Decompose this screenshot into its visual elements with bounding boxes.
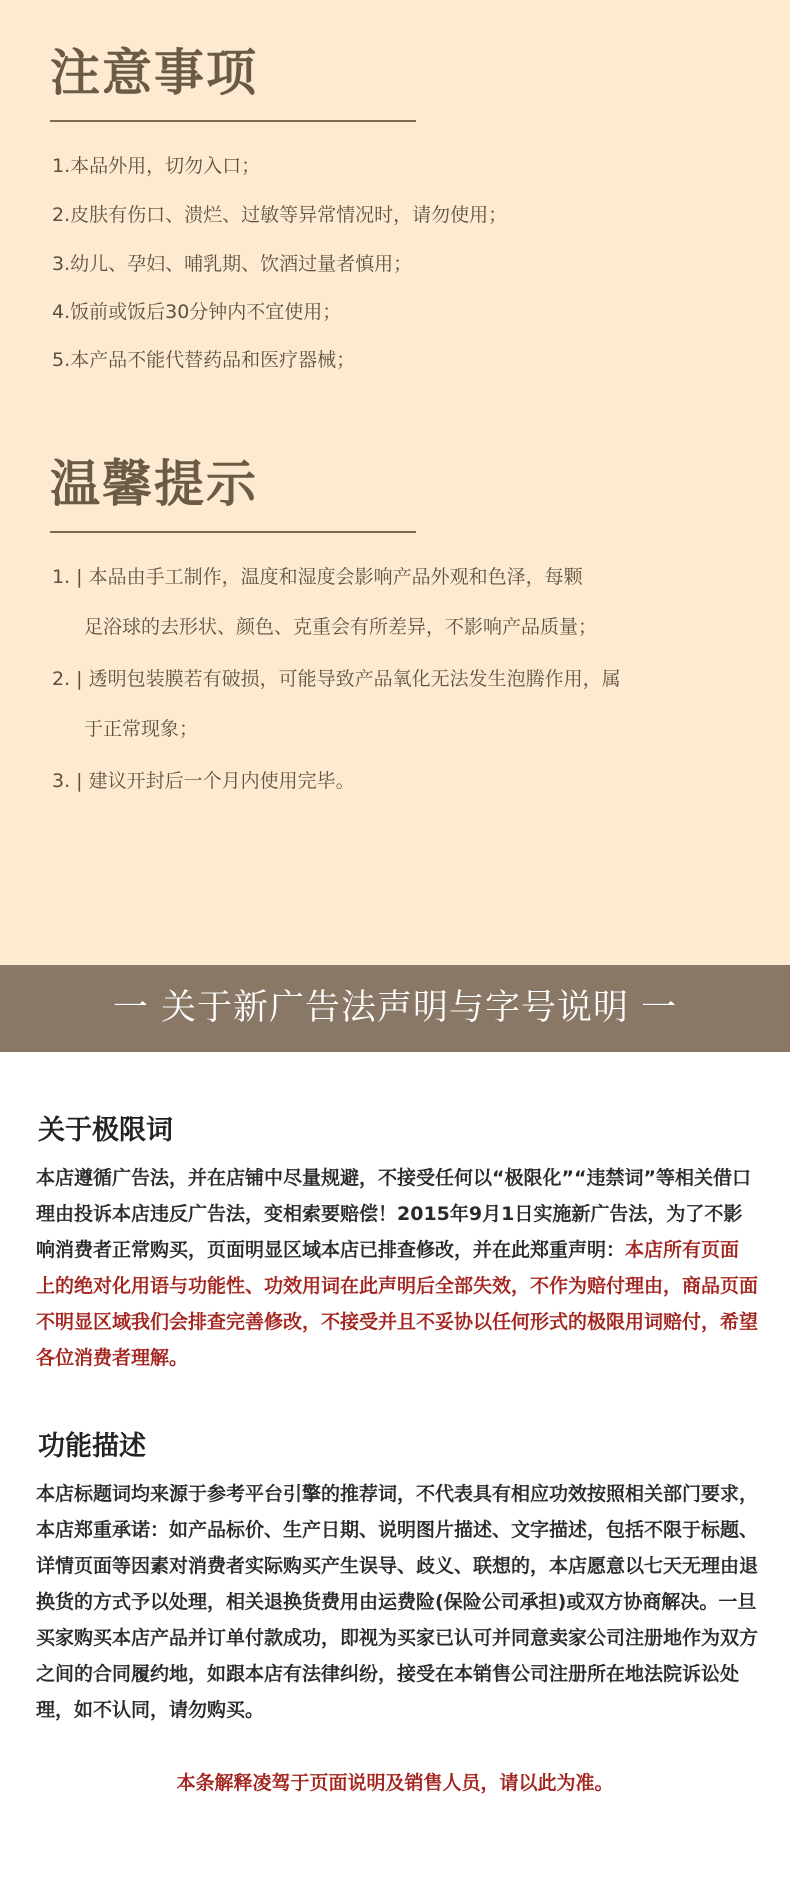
notes-item: 4.饭前或饭后30分钟内不宜使用； [52, 301, 342, 323]
tips-item-number: 3. [52, 770, 71, 792]
tips-item-text-continued: 足浴球的去形状、颜色、克重会有所差异，不影响产品质量； [84, 616, 598, 638]
notes-divider [50, 120, 416, 122]
limit-words-red-text: 本店所有页面上的绝对化用语与功能性、功效用词在此声明后全部失效，不作为赔付理由，商品页面不明显区域我们会排查完善修改，不接受并且不妥协以任何形式的极限用词赔付，希望各位消费者理解。 [36, 1239, 759, 1369]
tips-divider [50, 531, 416, 533]
tips-item-number: 2. [52, 668, 71, 690]
ad-law-banner: 一 关于新广告法声明与字号说明 一 [0, 965, 790, 1052]
tips-bar: | [70, 668, 89, 690]
limit-words-paragraph [36, 1160, 758, 1376]
tips-item-text: 本品由手工制作，温度和湿度会影响产品外观和色泽，每颗 [88, 566, 583, 588]
tips-item-text: 透明包装膜若有破损，可能导致产品氧化无法发生泡腾作用，属 [88, 668, 621, 690]
tips-item-text-continued: 于正常现象； [84, 718, 199, 740]
footer-note: 本条解释凌驾于页面说明及销售人员，请以此为准。 [176, 1772, 614, 1794]
function-desc-title: 功能描述 [38, 1431, 146, 1462]
tips-item-3 [52, 772, 355, 791]
limit-words-title: 关于极限词 [38, 1115, 173, 1146]
notes-item: 2.皮肤有伤口、溃烂、过敏等异常情况时，请勿使用； [52, 204, 508, 226]
limit-words-text: 本店遵循广告法，并在店铺中尽量规避，不接受任何以“极限化”“违禁词”等相关借口理由投诉本店违反广告法，变相索要赔偿！2015年9月1日实施新广告法，为了不影响消费者正常购买，页面明显区域本店已排查修改，并在此郑重声明： [36, 1167, 751, 1261]
tips-bar: | [70, 566, 89, 588]
tips-title: 温馨提示 [50, 455, 258, 513]
notes-item: 1.本品外用，切勿入口； [52, 155, 261, 177]
notes-item: 5.本产品不能代替药品和医疗器械； [52, 349, 356, 371]
tips-bar: | [70, 770, 89, 792]
tips-item-1 [52, 568, 583, 587]
tips-item-2 [52, 670, 621, 689]
tips-item-text: 建议开封后一个月内使用完毕。 [88, 770, 355, 792]
notes-title: 注意事项 [50, 44, 258, 102]
notes-item: 3.幼儿、孕妇、哺乳期、饮酒过量者慎用； [52, 253, 413, 275]
function-desc-paragraph: 本店标题词均来源于参考平台引擎的推荐词，不代表具有相应功效按照相关部门要求，本店郑重承诺：如产品标价、生产日期、说明图片描述、文字描述，包括不限于标题、详情页面等因素对消费者实际购买产生误导、歧义、联想的，本店愿意以七天无理由退换货的方式予以处理，相关退换货费用由运费险(保险公司承担)或双方协商解决。一旦买家购买本店产品并订单付款成功，即视为买家已认可并同意卖家公司注册地作为双方之间的合同履约地，如跟本店有法律纠纷，接受在本销售公司注册所在地法院诉讼处理，如不认同，请勿购买。 [36, 1483, 759, 1721]
tips-item-number: 1. [52, 566, 71, 588]
